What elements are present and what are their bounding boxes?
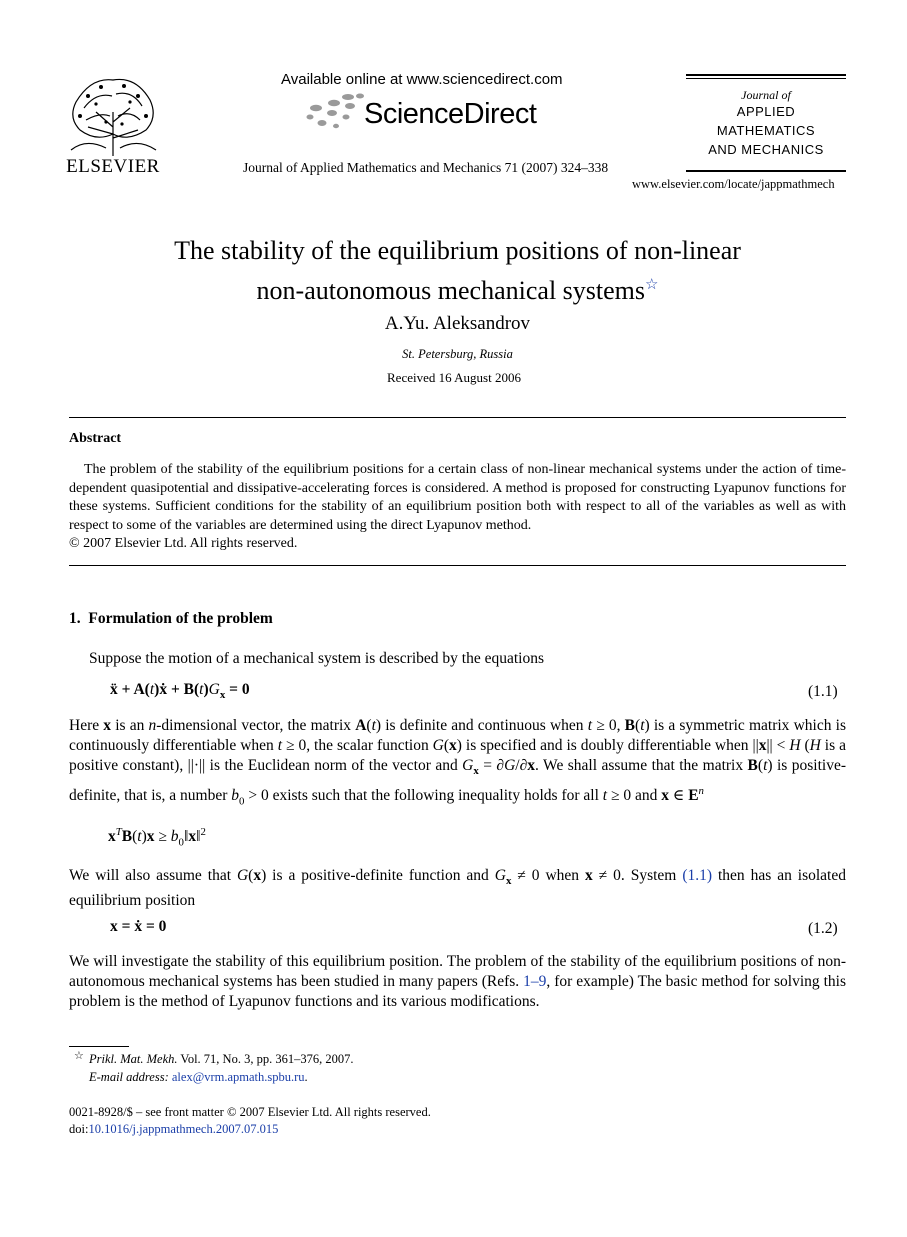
refs-link[interactable]: 1–9 — [523, 973, 547, 990]
title-footnote-star[interactable]: ☆ — [645, 277, 659, 293]
abstract-text: The problem of the stability of the equilibrium positions for a certain class of non-linear mechanical systems under the action of time-dependent quasipotential and dissipative-accelerating forces is considered. A method is proposed for constructing Lyapunov functions for these systems. Sufficient conditions for the stability of an equilibrium position both with respect to all of the variables as well as with respect to some of the variables are determined using the direct Lyapunov method. — [69, 462, 846, 533]
journal-logo-top-rule — [686, 74, 846, 76]
footnote-citation — [89, 1052, 353, 1067]
available-online: Available online at www.sciencedirect.com — [281, 71, 563, 88]
doi-label: doi: — [69, 1122, 89, 1136]
abstract-body — [69, 461, 846, 554]
sciencedirect-dots-icon — [304, 92, 366, 132]
abstract-heading: Abstract — [69, 431, 122, 446]
footnote-journal: Prikl. Mat. Mekh. — [89, 1052, 178, 1066]
journal-logo-bottom-rule — [686, 170, 846, 172]
inequality: $x^TB(t)x$ ≥ $b_0‖x‖^2$ — [108, 826, 206, 849]
article-title-line2-wrap — [0, 268, 907, 308]
p4-tail: , for example) The basic method for solving this problem is the method of Lyapunov functions and its various modifications. — [69, 973, 846, 1010]
article-title-line2: non-autonomous mechanical systems — [256, 276, 646, 305]
journal-logo — [686, 88, 846, 159]
section-paragraph-2: Here x is an n-dimensional vector, the matrix A(t) is definite and continuous when t ≥ 0, B(t) is a symmetric matrix which is continuously differentiable when t ≥ 0, the scalar function G(x) is specified and is doubly differentiable when ||x|| < H (H is a positive constant), ||·|| is the Euclidean norm of the vector and $G_x = \partial G/\partial x$. We shall assume that the matrix B(t) is positive-definite, that is, a number $b_0 > 0$ exists such that the following inequality holds for all t ≥ 0 and x ∈ $E^n$ — [69, 717, 847, 808]
section-paragraph-3: We will also assume that G(x) is a positive-definite function and $G_x \ne 0$ when x ≠ 0. System (1.1) then has an isolated equilibrium position — [69, 867, 846, 910]
email-link[interactable]: alex@vrm.apmath.spbu.ru — [171, 1070, 305, 1084]
author: A.Yu. Aleksandrov — [384, 313, 531, 334]
p4-lead: We will investigate the stability of this equilibrium position. The problem of the stability of the equilibrium positions of non-autonomous mechanical systems has been studied in many papers (Refs. — [69, 953, 846, 990]
journal-citation: Journal of Applied Mathematics and Mechanics 71 (2007) 324–338 — [243, 160, 609, 175]
abstract-copyright: © 2007 Elsevier Ltd. All rights reserved. — [69, 536, 298, 551]
journal-logo-line2: APPLIED — [736, 104, 796, 119]
section-paragraph-1: Suppose the motion of a mechanical system is described by the equations — [89, 650, 544, 667]
journal-logo-top-rule-2 — [686, 78, 846, 79]
footnote-rule — [69, 1046, 129, 1047]
equation-1-2-number: (1.2) — [808, 920, 838, 937]
footnote-star: ☆ — [74, 1050, 84, 1062]
equation-1-1: ẍ + A(t)ẋ + $B(t)G_x = 0$ — [110, 681, 250, 702]
footnote-email-line: E-mail address: alex@vrm.apmath.spbu.ru. — [89, 1070, 308, 1084]
section-heading: 1. Formulation of the problem — [69, 610, 273, 627]
elsevier-wordmark: ELSEVIER — [66, 156, 160, 177]
eq-ref-1-1[interactable]: (1.1) — [682, 867, 713, 884]
equation-1-2: x = ẋ = 0 — [110, 918, 167, 935]
equation-1-1-number: (1.1) — [808, 683, 838, 700]
issn-line: 0021-8928/$ – see front matter © 2007 Elsevier Ltd. All rights reserved. — [69, 1105, 431, 1119]
article-title-line1: The stability of the equilibrium positions of non-linear — [174, 236, 741, 265]
received-date: Received 16 August 2006 — [387, 370, 521, 385]
journal-logo-line1: Journal of — [741, 88, 791, 102]
abstract-top-rule — [69, 417, 846, 418]
section-paragraph-4 — [69, 952, 846, 1012]
journal-url[interactable]: www.elsevier.com/locate/jappmathmech — [632, 177, 835, 191]
elsevier-logo — [66, 72, 160, 176]
sciencedirect-wordmark: ScienceDirect — [364, 98, 537, 130]
abstract-bottom-rule — [69, 565, 846, 566]
journal-logo-line4: AND MECHANICS — [708, 142, 824, 157]
sciencedirect-logo[interactable] — [304, 92, 544, 136]
p3-lead: We will also assume that — [69, 867, 237, 884]
doi-line — [69, 1122, 278, 1137]
footnote-volume: Vol. 71, No. 3, pp. 361–376, 2007. — [177, 1052, 354, 1066]
affiliation: St. Petersburg, Russia — [402, 347, 513, 361]
elsevier-tree-icon — [66, 72, 160, 156]
journal-logo-line3: MATHEMATICS — [716, 123, 816, 138]
doi-link[interactable]: 10.1016/j.jappmathmech.2007.07.015 — [88, 1122, 279, 1136]
email-label: E-mail address: — [89, 1070, 169, 1084]
article-title — [0, 233, 907, 308]
